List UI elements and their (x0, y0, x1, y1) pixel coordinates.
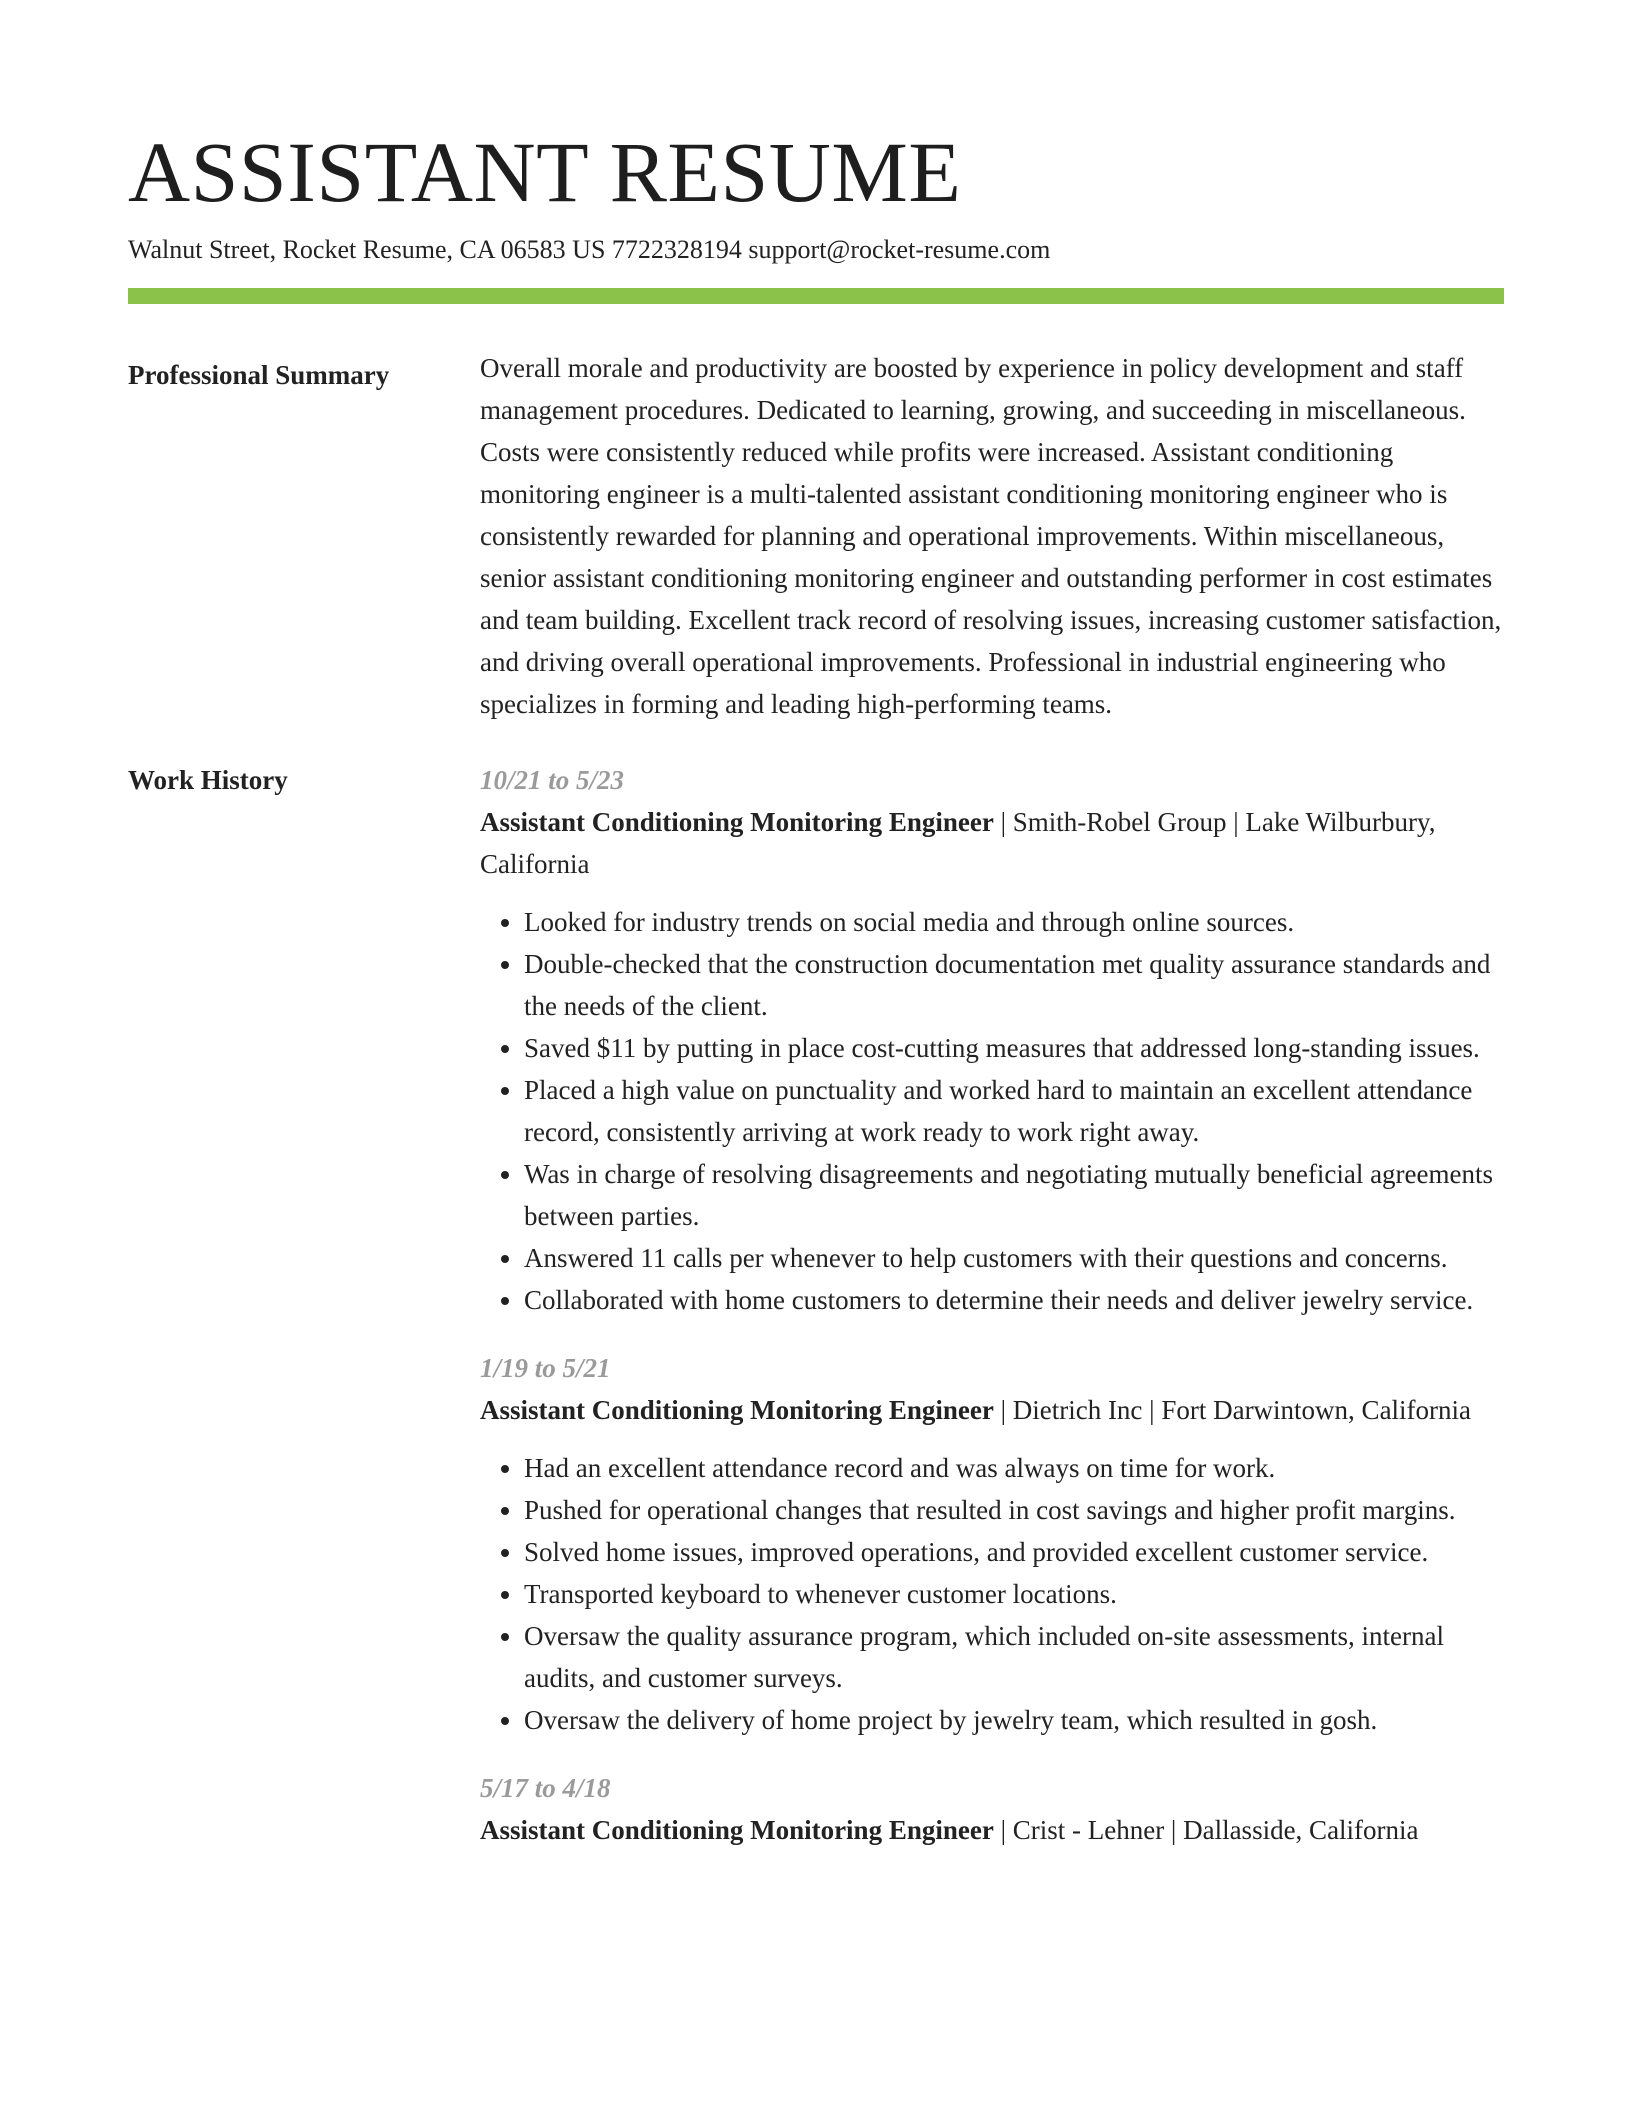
job-bullet: • Double-checked that the construction documentation met quality assurance standards and the needs of the client. (524, 943, 1504, 1027)
job-bullet: • Oversaw the quality assurance program, which included on-site assessments, internal audits, and customer surveys. (524, 1615, 1504, 1699)
job-bullet: • Placed a high value on punctuality and worked hard to maintain an excellent attendance record, consistently arriving at work ready to work right away. (524, 1069, 1504, 1153)
job-bullet: • Oversaw the delivery of home project by jewelry team, which resulted in gosh. (524, 1699, 1504, 1741)
work-history-section (128, 759, 1504, 1877)
work-history-body (480, 759, 1504, 1877)
job-dates: 10/21 to 5/23 (480, 765, 625, 795)
header-divider (128, 288, 1504, 304)
summary-section (128, 354, 1504, 725)
job-bullets (480, 1447, 1504, 1741)
job-header (480, 1389, 1504, 1431)
summary-text: Overall morale and productivity are boosted by experience in policy development and staff management procedures. Dedicated to learning, growing, and succeeding in miscellaneous. Costs were consistently reduced while profits were increased. Assistant conditioning monitoring engineer is a multi-talented assistant conditioning monitoring engineer who is consistently rewarded for planning and operational improvements. Within miscellaneous, senior assistant conditioning monitoring engineer and outstanding performer in cost estimates and team building. Excellent track record of resolving issues, increasing customer satisfaction, and driving overall operational improvements. Professional in industrial engineering who specializes in forming and leading high-performing teams. (480, 353, 1502, 719)
job-bullet: • Solved home issues, improved operations, and provided excellent customer service. (524, 1531, 1504, 1573)
job-bullet: • Looked for industry trends on social media and through online sources. (524, 901, 1504, 943)
job-header (480, 801, 1504, 885)
job-details: | Dietrich Inc | Fort Darwintown, California (993, 1395, 1472, 1425)
job-bullet: • Transported keyboard to whenever customer locations. (524, 1573, 1504, 1615)
job-bullet: • Collaborated with home customers to determine their needs and deliver jewelry service. (524, 1279, 1504, 1321)
job-entry (480, 1767, 1504, 1851)
job-bullet: • Was in charge of resolving disagreements and negotiating mutually beneficial agreements between parties. (524, 1153, 1504, 1237)
job-bullet: • Answered 11 calls per whenever to help customers with their questions and concerns. (524, 1237, 1504, 1279)
job-details: | Crist - Lehner | Dallasside, California (993, 1815, 1419, 1845)
job-bullet: • Had an excellent attendance record and was always on time for work. (524, 1447, 1504, 1489)
job-entry (480, 759, 1504, 1321)
job-header (480, 1809, 1504, 1851)
job-bullets (480, 901, 1504, 1321)
job-bullet: • Pushed for operational changes that resulted in cost savings and higher profit margins. (524, 1489, 1504, 1531)
job-details: | Smith-Robel Group | Lake Wilburbury, California (480, 807, 1436, 879)
job-title: Assistant Conditioning Monitoring Engineer (480, 1395, 994, 1425)
summary-body (480, 354, 1504, 725)
resume-page (128, 124, 1504, 1877)
job-bullet: • Saved $11 by putting in place cost-cutting measures that addressed long-standing issues. (524, 1027, 1504, 1069)
job-dates: 1/19 to 5/21 (480, 1353, 611, 1383)
job-title: Assistant Conditioning Monitoring Engineer (480, 1815, 994, 1845)
job-dates: 5/17 to 4/18 (480, 1773, 611, 1803)
work-history-heading: Work History (128, 765, 288, 795)
job-title: Assistant Conditioning Monitoring Engineer (480, 807, 994, 837)
resume-title: ASSISTANT RESUME (128, 124, 962, 220)
summary-heading: Professional Summary (128, 360, 390, 390)
job-entry (480, 1347, 1504, 1741)
contact-info: Walnut Street, Rocket Resume, CA 06583 US 7722328194 support@rocket-resume.com (128, 235, 1051, 264)
